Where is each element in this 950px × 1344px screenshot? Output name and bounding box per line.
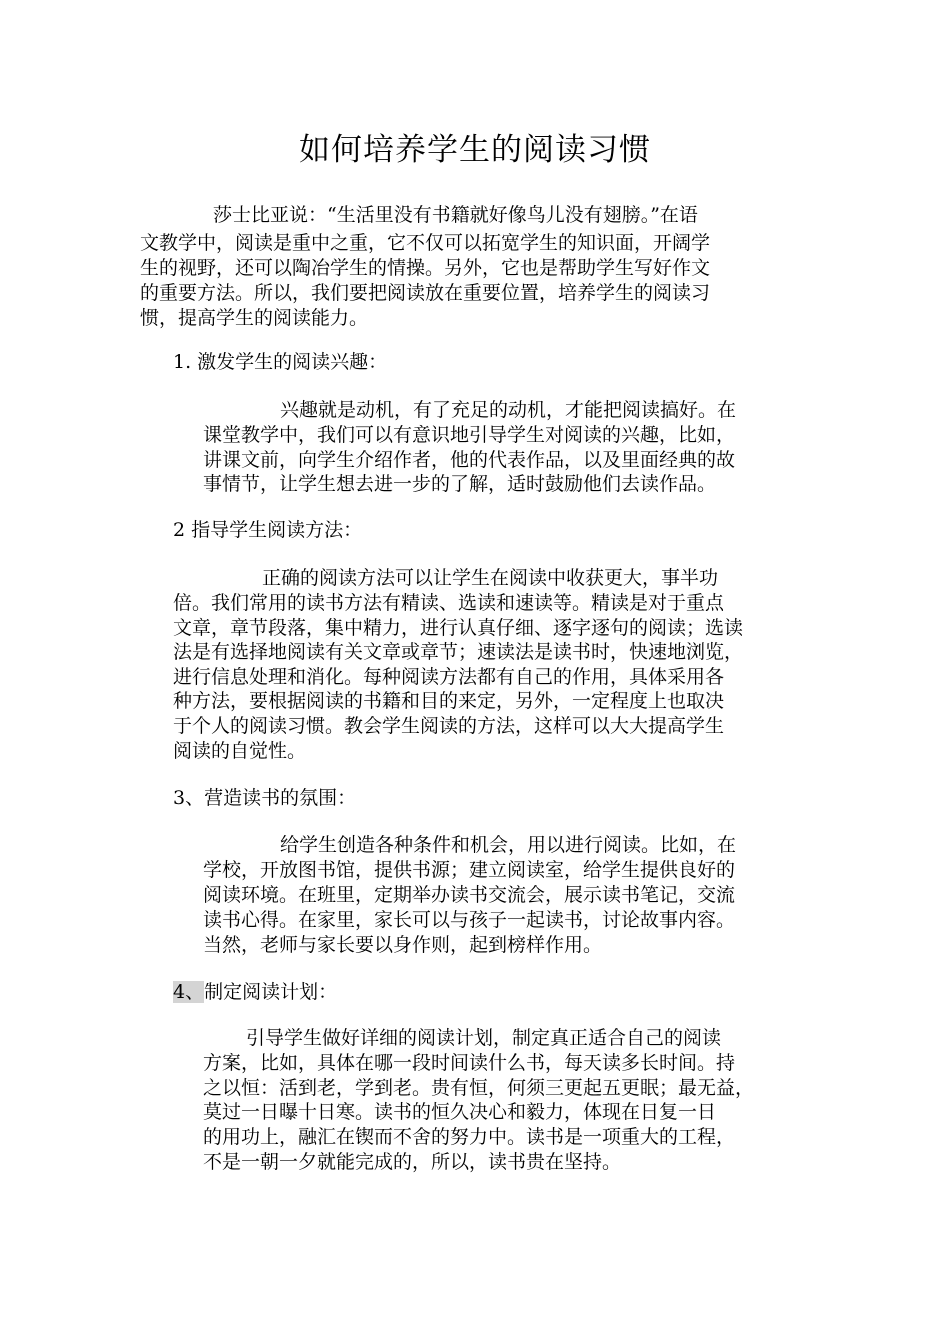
paragraph-line: 之以恒：活到老，学到老。贵有恒，何须三更起五更眠；最无益， — [203, 1077, 755, 1099]
paragraph-line: 正确的阅读方法可以让学生在阅读中收获更大，事半功 — [262, 567, 719, 589]
paragraph-line: 不是一朝一夕就能完成的，所以，读书贵在坚持。 — [203, 1151, 622, 1173]
paragraph-line: 文章，章节段落，集中精力，进行认真仔细、逐字逐句的阅读；选读 — [173, 617, 744, 639]
paragraph-line: 莫过一日曝十日寒。读书的恒久决心和毅力，体现在日复一日 — [203, 1101, 717, 1123]
paragraph-line: 进行信息处理和消化。每种阅读方法都有自己的作用，具体采用各 — [173, 666, 725, 688]
paragraph-line: 方案，比如，具体在哪一段时间读什么书，每天读多长时间。持 — [203, 1052, 736, 1074]
paragraph-line: 种方法，要根据阅读的书籍和目的来定，另外，一定程度上也取决 — [173, 690, 725, 712]
section-heading: 3、营造读书的氛围： — [173, 787, 357, 809]
intro-line: 生的视野，还可以陶冶学生的情操。另外，它也是帮助学生写好作文 — [140, 257, 711, 279]
section-heading: 2 指导学生阅读方法： — [173, 519, 363, 541]
paragraph-line: 阅读环境。在班里，定期举办读书交流会，展示读书笔记，交流 — [203, 884, 736, 906]
paragraph-line: 当然，老师与家长要以身作则，起到榜样作用。 — [203, 934, 603, 956]
document-title: 如何培养学生的阅读习惯 — [299, 132, 651, 168]
paragraph-line: 学校，开放图书馆，提供书源；建立阅读室，给学生提供良好的 — [203, 859, 736, 881]
section-heading: 1. 激发学生的阅读兴趣： — [173, 351, 388, 373]
paragraph-line: 讲课文前，向学生介绍作者，他的代表作品，以及里面经典的故 — [203, 449, 736, 471]
paragraph-line: 阅读的自觉性。 — [173, 740, 307, 762]
intro-line: 莎士比亚说：“生活里没有书籍就好像鸟儿没有翅膀。”在语 — [213, 204, 698, 226]
section-number-highlight: 4、 — [173, 981, 205, 1003]
paragraph-line: 事情节，让学生想去进一步的了解，适时鼓励他们去读作品。 — [203, 473, 717, 495]
paragraph-line: 给学生创造各种条件和机会，用以进行阅读。比如，在 — [280, 834, 737, 856]
paragraph-line: 于个人的阅读习惯。教会学生阅读的方法，这样可以大大提高学生 — [173, 715, 725, 737]
section-heading — [173, 980, 337, 1004]
intro-line: 惯，提高学生的阅读能力。 — [140, 307, 369, 329]
intro-line: 的重要方法。所以，我们要把阅读放在重要位置，培养学生的阅读习 — [140, 282, 711, 304]
paragraph-line: 倍。我们常用的读书方法有精读、选读和速读等。精读是对于重点 — [173, 592, 725, 614]
paragraph-line: 兴趣就是动机，有了充足的动机，才能把阅读搞好。在 — [280, 399, 737, 421]
paragraph-line: 引导学生做好详细的阅读计划，制定真正适合自己的阅读 — [246, 1027, 722, 1049]
paragraph-line: 的用功上，融汇在锲而不舍的努力中。读书是一项重大的工程， — [203, 1126, 736, 1148]
paragraph-line: 法是有选择地阅读有关文章或章节；速读法是读书时，快速地浏览， — [173, 641, 744, 663]
intro-line: 文教学中，阅读是重中之重，它不仅可以拓宽学生的知识面，开阔学 — [140, 232, 711, 254]
paragraph-line: 课堂教学中，我们可以有意识地引导学生对阅读的兴趣，比如， — [203, 424, 736, 446]
paragraph-line: 读书心得。在家里，家长可以与孩子一起读书，讨论故事内容。 — [203, 909, 736, 931]
section-heading-text: 制定阅读计划： — [204, 981, 338, 1003]
